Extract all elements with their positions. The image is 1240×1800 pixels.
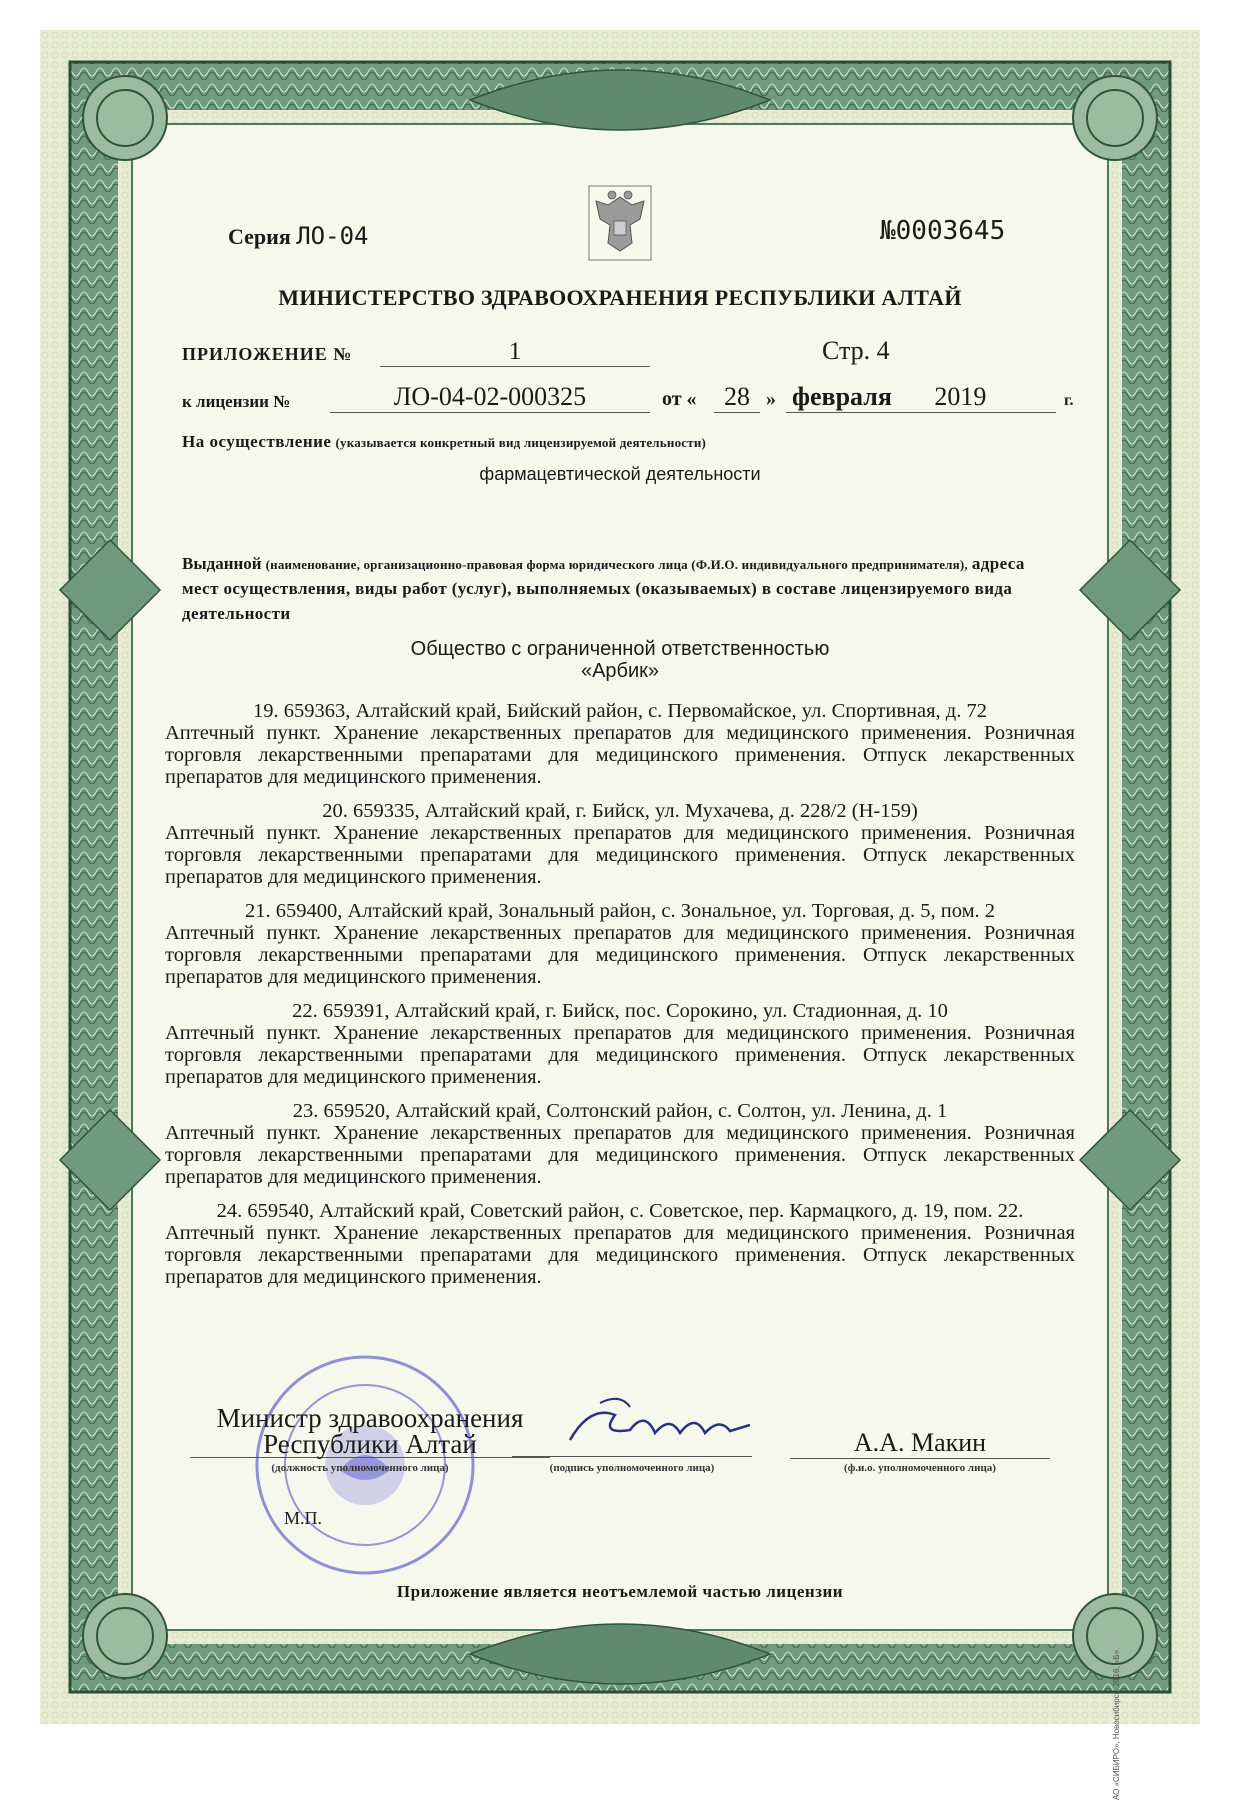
signature-caption: (подпись уполномоченного лица): [549, 1462, 715, 1474]
license-year-suffix: г.: [1064, 392, 1074, 409]
entry-address: 21. 659400, Алтайский край, Зональный район, с. Зональное, ул. Торговая, д. 5, пом. 2: [244, 900, 996, 922]
organization-line-2: «Арбик»: [580, 660, 660, 682]
coat-of-arms-icon: [588, 185, 652, 261]
entry-address: 22. 659391, Алтайский край, г. Бийск, пос. Сорокино, ул. Стадионная, д. 10: [292, 1000, 948, 1022]
position-line-1: Министр здравоохранения: [216, 1403, 524, 1433]
appendix-label: ПРИЛОЖЕНИЕ №: [182, 344, 353, 364]
license-year: 2019: [934, 382, 987, 411]
issued-label: Выданной: [182, 554, 262, 573]
series-line: [228, 222, 368, 250]
activity-line: [182, 432, 1062, 452]
name-caption: (ф.и.о. уполномоченного лица): [844, 1462, 996, 1474]
license-month: февраля: [792, 382, 892, 411]
number-sign: №: [880, 216, 896, 246]
position-caption: (должность уполномоченного лица): [271, 1462, 449, 1474]
signatory-position: [190, 1405, 550, 1458]
activity-label: На осуществление: [182, 432, 332, 451]
license-day: 28: [714, 382, 760, 413]
issued-block: [182, 552, 1062, 627]
license-number: ЛО-04-02-000325: [330, 382, 650, 413]
entry-address: 23. 659520, Алтайский край, Солтонский район, с. Солтон, ул. Ленина, д. 1: [292, 1100, 948, 1122]
page-number: Стр. 4: [822, 336, 890, 365]
position-line-2: Республики Алтай: [190, 1431, 550, 1458]
entry-address: 20. 659335, Алтайский край, г. Бийск, ул. Мухачева, д. 228/2 (Н-159): [322, 800, 918, 822]
license-day-close: »: [766, 388, 776, 410]
entry-address: 19. 659363, Алтайский край, Бийский район, с. Первомайское, ул. Спортивная, д. 72: [252, 700, 987, 722]
license-label: к лицензии №: [182, 392, 291, 411]
list-item: [165, 800, 1075, 888]
list-item: [165, 1100, 1075, 1188]
issued-text: адреса мест осуществления, виды работ (услуг), выполняемых (оказываемых) в составе лицензируемого вида деятельности: [182, 554, 1025, 623]
license-date-line: [786, 382, 1056, 413]
organization-name: [150, 638, 1090, 682]
seal-place-label: М.П.: [284, 1508, 323, 1528]
ministry-title: МИНИСТЕРСТВО ЗДРАВООХРАНЕНИЯ РЕСПУБЛИКИ АЛТАЙ: [278, 285, 962, 310]
signature-line: [512, 1456, 752, 1457]
entry-body: Аптечный пункт. Хранение лекарственных препаратов для медицинского применения. Розничная торговля лекарственными препаратами для медицинского применения. Отпуск лекарственных препаратов для медицинского применения.: [165, 922, 1075, 988]
list-item: [165, 1200, 1075, 1288]
handwritten-signature: [560, 1395, 760, 1455]
series-value: ЛО-04: [296, 222, 369, 250]
signatory-name: А.А. Макин: [790, 1428, 1050, 1459]
license-from-label: от «: [662, 388, 697, 410]
blank-number: [880, 216, 1005, 246]
appendix-number: 1: [380, 338, 650, 367]
organization-line-1: Общество с ограниченной ответственностью: [410, 638, 830, 660]
series-label: Серия: [228, 224, 291, 249]
entry-body: Аптечный пункт. Хранение лекарственных препаратов для медицинского применения. Розничная торговля лекарственными препаратами для медицинского применения. Отпуск лекарственных препаратов для медицинского применения.: [165, 1022, 1075, 1088]
list-item: [165, 700, 1075, 788]
activity-hint: (указывается конкретный вид лицензируемой деятельности): [335, 435, 707, 450]
entry-body: Аптечный пункт. Хранение лекарственных препаратов для медицинского применения. Розничная торговля лекарственными препаратами для медицинского применения. Отпуск лекарственных препаратов для медицинского применения.: [165, 1222, 1075, 1288]
issued-hint: (наименование, организационно-правовая форма юридического лица (Ф.И.О. индивидуального предпринимателя),: [265, 557, 968, 572]
entry-body: Аптечный пункт. Хранение лекарственных препаратов для медицинского применения. Розничная торговля лекарственными препаратами для медицинского применения. Отпуск лекарственных препаратов для медицинского применения.: [165, 1122, 1075, 1188]
printer-imprint: АО «СИБИРО», Новосибирск, 2016, «Б».: [1112, 1647, 1121, 1800]
list-item: [165, 900, 1075, 988]
entry-address: 24. 659540, Алтайский край, Советский район, с. Советское, пер. Кармацкого, д. 19, пом. 22.: [216, 1200, 1024, 1222]
blank-number-value: 0003645: [895, 216, 1006, 246]
list-item: [165, 1000, 1075, 1088]
entry-body: Аптечный пункт. Хранение лекарственных препаратов для медицинского применения. Розничная торговля лекарственными препаратами для медицинского применения. Отпуск лекарственных препаратов для медицинского применения.: [165, 822, 1075, 888]
entry-body: Аптечный пункт. Хранение лекарственных препаратов для медицинского применения. Розничная торговля лекарственными препаратами для медицинского применения. Отпуск лекарственных препаратов для медицинского применения.: [165, 722, 1075, 788]
footer-note: Приложение является неотъемлемой частью лицензии: [396, 1582, 844, 1601]
activity-value: фармацевтической деятельности: [479, 464, 761, 484]
